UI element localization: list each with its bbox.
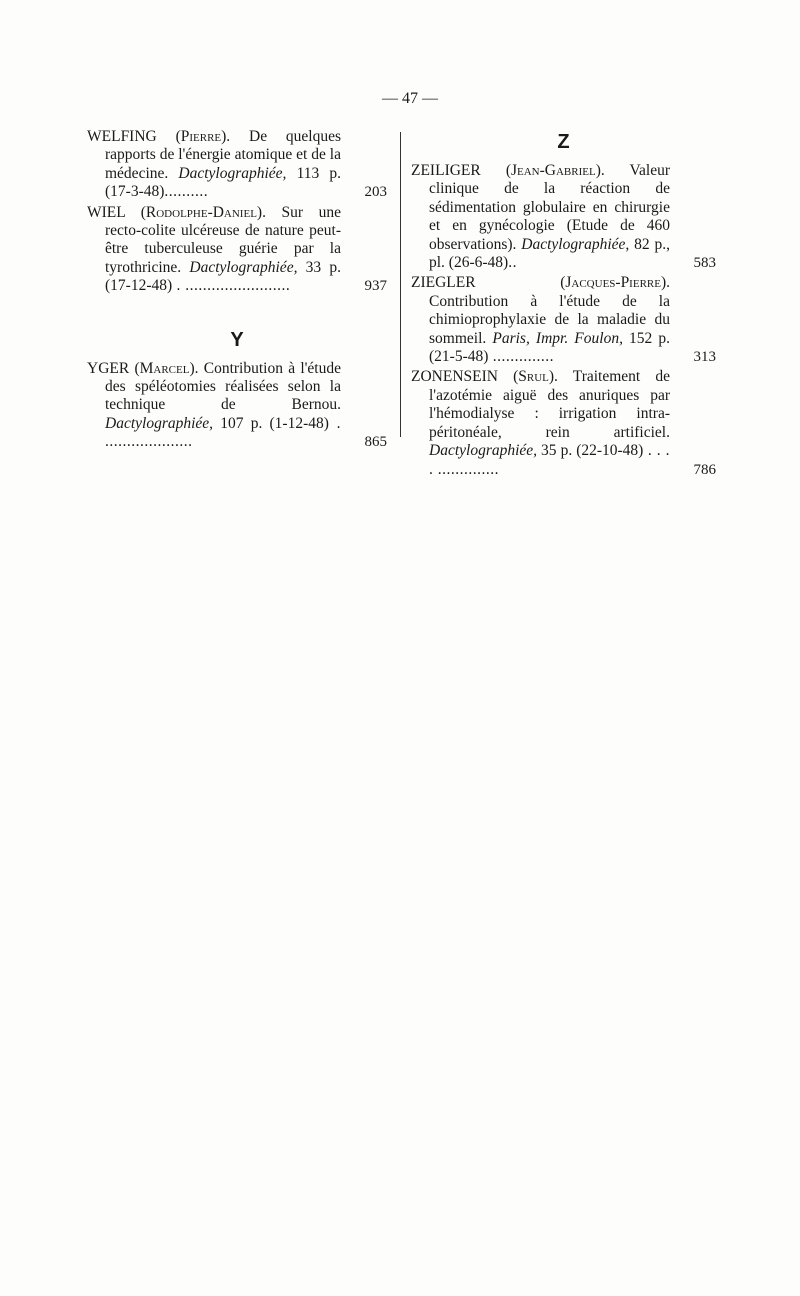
leader-dots: . . . . .............. [429, 442, 670, 478]
bibliography-entry-yger [87, 360, 387, 452]
entry-details: 33 p. (17-12-48) [105, 258, 342, 295]
column-divider [400, 132, 401, 437]
entry-details: 107 p. (1-12-48) [213, 414, 329, 432]
entry-title: Sur une recto-colite ulcéreuse de nature peut-être tuberculeuse guérie par la tyrothricine. [105, 203, 342, 276]
bibliography-entry-zonensein [411, 368, 716, 478]
entry-title: De quelques rapports de l'énergie atomique et de la médecine. [105, 128, 342, 182]
entry-title: Contribution à l'étude des spéléotomies réalisées selon la technique de Bernou. [105, 359, 341, 414]
leader-dots: .............. [488, 348, 555, 366]
publication-type: Dactylographiée, [429, 442, 538, 460]
left-column [87, 128, 387, 454]
author-surname: WELFING [87, 128, 157, 145]
author-firstname: (Marcel). [134, 359, 199, 377]
leader-dots: . .................... [105, 414, 341, 451]
author-firstname: (Rodolphe-Daniel). [140, 203, 266, 221]
bibliography-entry-ziegler [411, 274, 716, 366]
author-firstname: (Jacques-Pierre). [560, 274, 670, 292]
author-firstname: (Pierre). [175, 128, 231, 145]
publication-type: Dactylographiée, [105, 414, 214, 432]
entry-text [87, 128, 387, 202]
leader-dots: . ........................ [172, 277, 291, 295]
entry-text [411, 368, 716, 478]
entry-text [87, 360, 387, 452]
publication-type: Dactylographiée, [189, 258, 298, 276]
entry-number: 786 [693, 461, 716, 478]
entry-number: 865 [364, 434, 387, 451]
entry-title: Contribution à l'étude de la chimioprophylaxie de la maladie du sommeil. [429, 292, 670, 347]
entry-number: 313 [693, 349, 716, 366]
bibliography-entry-wiel [87, 204, 387, 296]
entry-title: Traitement de l'azotémie aiguë des anuriques par l'hémodialyse : irrigation intra-péritonéale, rein artificiel. [429, 368, 670, 441]
section-letter-z: Z [557, 131, 570, 153]
author-surname: ZIEGLER [411, 274, 476, 292]
author-surname: ZEILIGER [411, 162, 481, 179]
entry-number: 203 [364, 184, 387, 201]
publication-type: Dactylographiée, [521, 235, 630, 253]
entry-title: Valeur clinique de la réaction de sédimentation globulaire en chirurgie et en gynécologie (Etude de 460 observations). [429, 162, 670, 253]
author-surname: ZONENSEIN [411, 368, 498, 386]
author-firstname: (Srul). [513, 368, 558, 386]
publication-type: Dactylographiée, [178, 164, 287, 182]
entry-text [411, 162, 716, 272]
author-surname: YGER [87, 359, 130, 377]
leader-dots: .. [508, 254, 517, 272]
entry-details: 35 p. (22-10-48) [537, 442, 644, 460]
bibliography-entry-zeiliger [411, 162, 716, 272]
publication-type: Paris, Impr. Foulon, [492, 329, 623, 347]
author-surname: WIEL [87, 203, 126, 221]
entry-details: 82 p., pl. (26-6-48) [429, 235, 671, 272]
section-letter-y: Y [230, 328, 244, 351]
author-firstname: (Jean-Gabriel). [505, 162, 605, 179]
entry-details: 152 p. (21-5-48) [429, 329, 671, 366]
entry-number: 583 [693, 255, 716, 272]
leader-dots: .......... [164, 183, 209, 201]
entry-number: 937 [364, 278, 387, 295]
entry-details: 113 p. (17-3-48) [105, 164, 341, 201]
right-column [411, 128, 716, 481]
entry-text [87, 204, 387, 296]
bibliography-entry-welfing [87, 128, 387, 202]
page-number: — 47 — [382, 90, 438, 107]
entry-text [411, 274, 716, 366]
